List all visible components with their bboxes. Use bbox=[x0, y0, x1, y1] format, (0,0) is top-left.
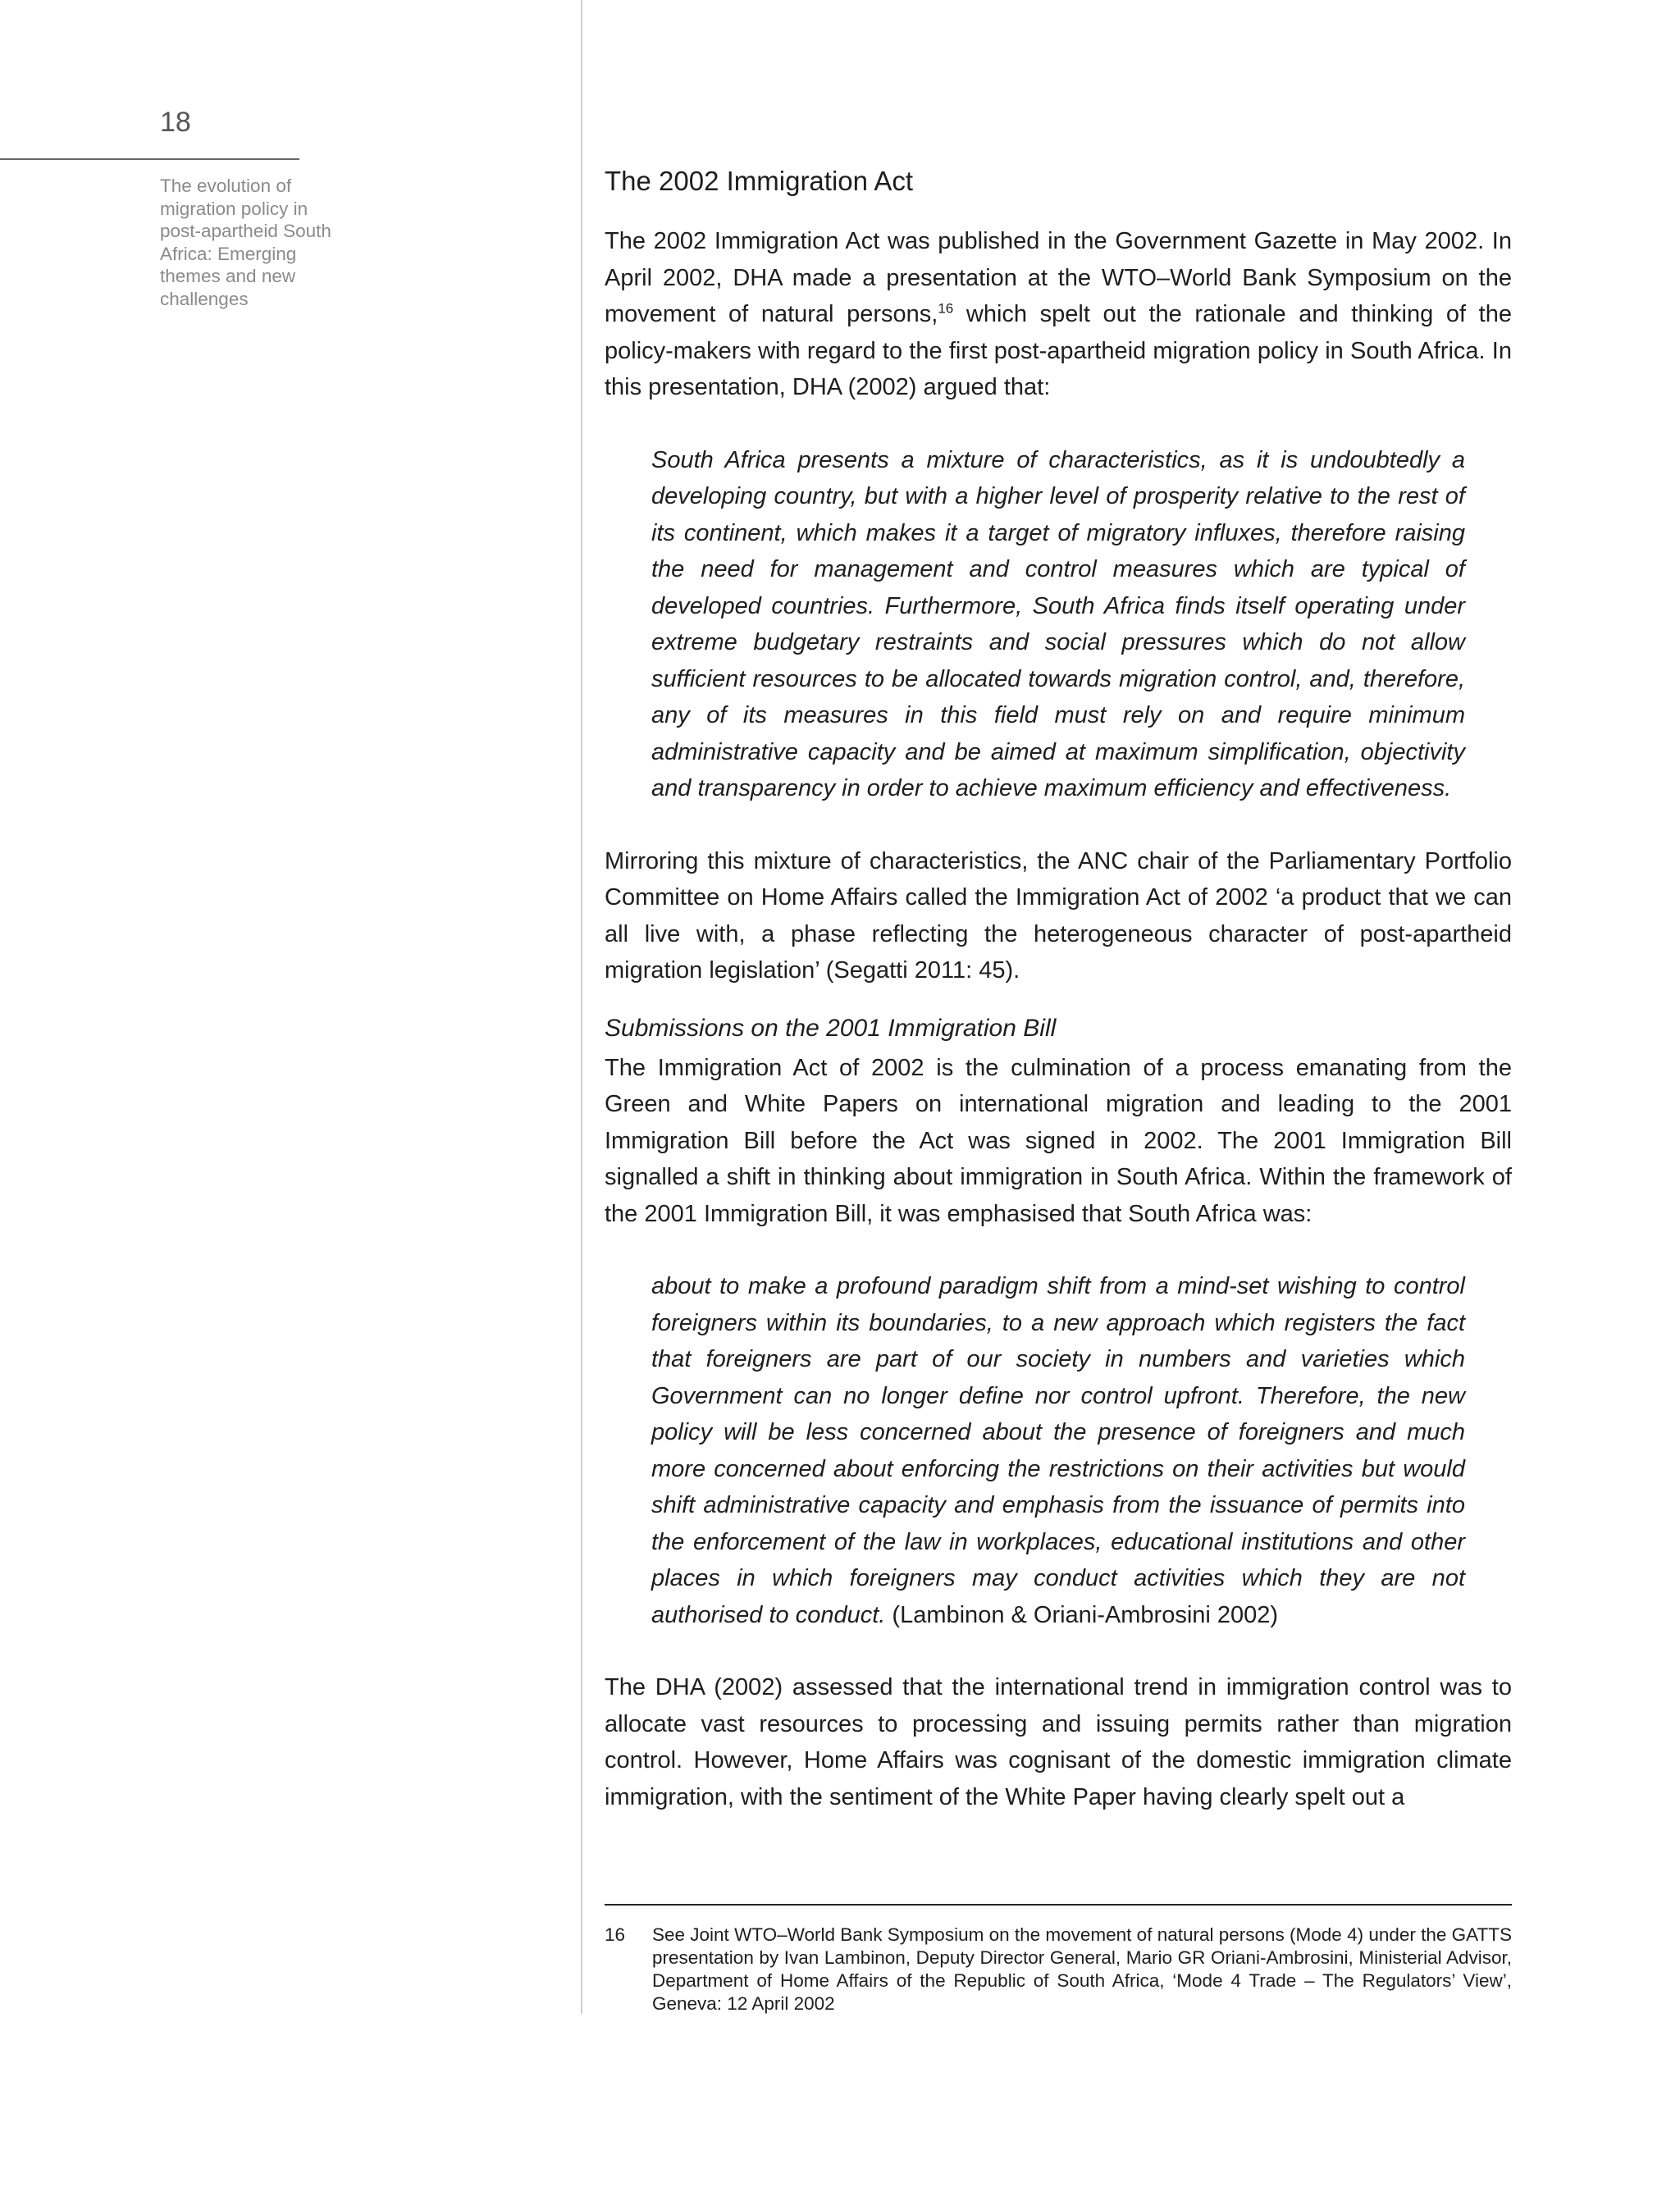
subsection-paragraph-2: The DHA (2002) assessed that the international trend in immigration control was to allocate vast resources to processing and issuing permits rather than migration control. However, Home Affairs was cognisant of the domestic immigration climate immigration, with the sentiment of the White Paper having clearly spelt out a bbox=[605, 1674, 1512, 1810]
paragraph-text: which spelt out the rationale and thinking of the policy-makers with regard to the first post-apartheid migration policy in South Africa. In this presentation, DHA (2002) argued that: bbox=[605, 301, 1512, 400]
footnote-text: See Joint WTO–World Bank Symposium on the movement of natural persons (Mode 4) under the GATTS presentation by Ivan Lambinon, Deputy Director General, Mario GR Oriani-Ambrosini, Ministerial Advisor, Department of Home Affairs of the Republic of South Africa, ‘Mode 4 Trade – The Regulators’ View’, Geneva: 12 April 2002 bbox=[652, 1924, 1512, 2014]
paragraph-text: The 2002 Immigration Act was published in the Government Gazette in May 2002. In April 2002, DHA made a presentation at the WTO–World Bank Symposium on the movement of natural persons, bbox=[605, 228, 1512, 327]
running-head: The evolution of migration policy in post-apartheid South Africa: Emerging themes and new challenges bbox=[160, 176, 331, 309]
margin-rule bbox=[0, 158, 299, 160]
footnote-ref: 16 bbox=[938, 300, 954, 317]
footnote bbox=[605, 1924, 1512, 2015]
quote-text: about to make a profound paradigm shift from a mind-set wishing to control foreigners within its boundaries, to a new approach which registers the fact that foreigners are part of our society in numbers and varieties which Government can no longer define nor control upfront. Therefore, the new policy will be less concerned about the presence of foreigners and much more concerned about enforcing the restrictions on their activities but would shift administrative capacity and emphasis from the issuance of permits into the enforcement of the law in workplaces, educational institutions and other places in which foreigners may conduct activities which they are not authorised to conduct. bbox=[651, 1273, 1465, 1628]
subsection-title: Submissions on the 2001 Immigration Bill bbox=[605, 1014, 1057, 1042]
section-paragraph-1 bbox=[605, 223, 1512, 406]
footnote-rule bbox=[605, 1904, 1512, 1906]
main-column bbox=[605, 164, 1512, 1815]
subsection-paragraph-1: The Immigration Act of 2002 is the culmination of a process emanating from the Green and White Papers on international migration and leading to the 2001 Immigration Bill before the Act was signed in 2002. The 2001 Immigration Bill signalled a shift in thinking about immigration in South Africa. Within the framework of the 2001 Immigration Bill, it was emphasised that South Africa was: bbox=[605, 1054, 1512, 1227]
footnote-number: 16 bbox=[605, 1924, 626, 1945]
section-title: The 2002 Immigration Act bbox=[605, 166, 914, 196]
column-divider bbox=[581, 0, 582, 2014]
block-quote-1: South Africa presents a mixture of characteristics, as it is undoubtedly a developing country, but with a higher level of prosperity relative to the rest of its continent, which makes it a target of migratory influxes, therefore raising the need for management and control measures which are typical of developed countries. Furthermore, South Africa finds itself operating under extreme budgetary restraints and social pressures which do not allow sufficient resources to be allocated towards migration control, and, therefore, any of its measures in this field must rely on and require minimum administrative capacity and be aimed at maximum simplification, objectivity and transparency in order to achieve maximum efficiency and effectiveness. bbox=[651, 446, 1465, 801]
quote-citation: (Lambinon & Oriani-Ambrosini 2002) bbox=[885, 1601, 1279, 1628]
page-number: 18 bbox=[160, 107, 191, 138]
block-quote-2 bbox=[651, 1268, 1465, 1633]
section-paragraph-2: Mirroring this mixture of characteristics, the ANC chair of the Parliamentary Portfolio Committee on Home Affairs called the Immigration Act of 2002 ‘a product that we can all live with, a phase reflecting the heterogeneous character of post-apartheid migration legislation’ (Segatti 2011: 45). bbox=[605, 847, 1512, 984]
